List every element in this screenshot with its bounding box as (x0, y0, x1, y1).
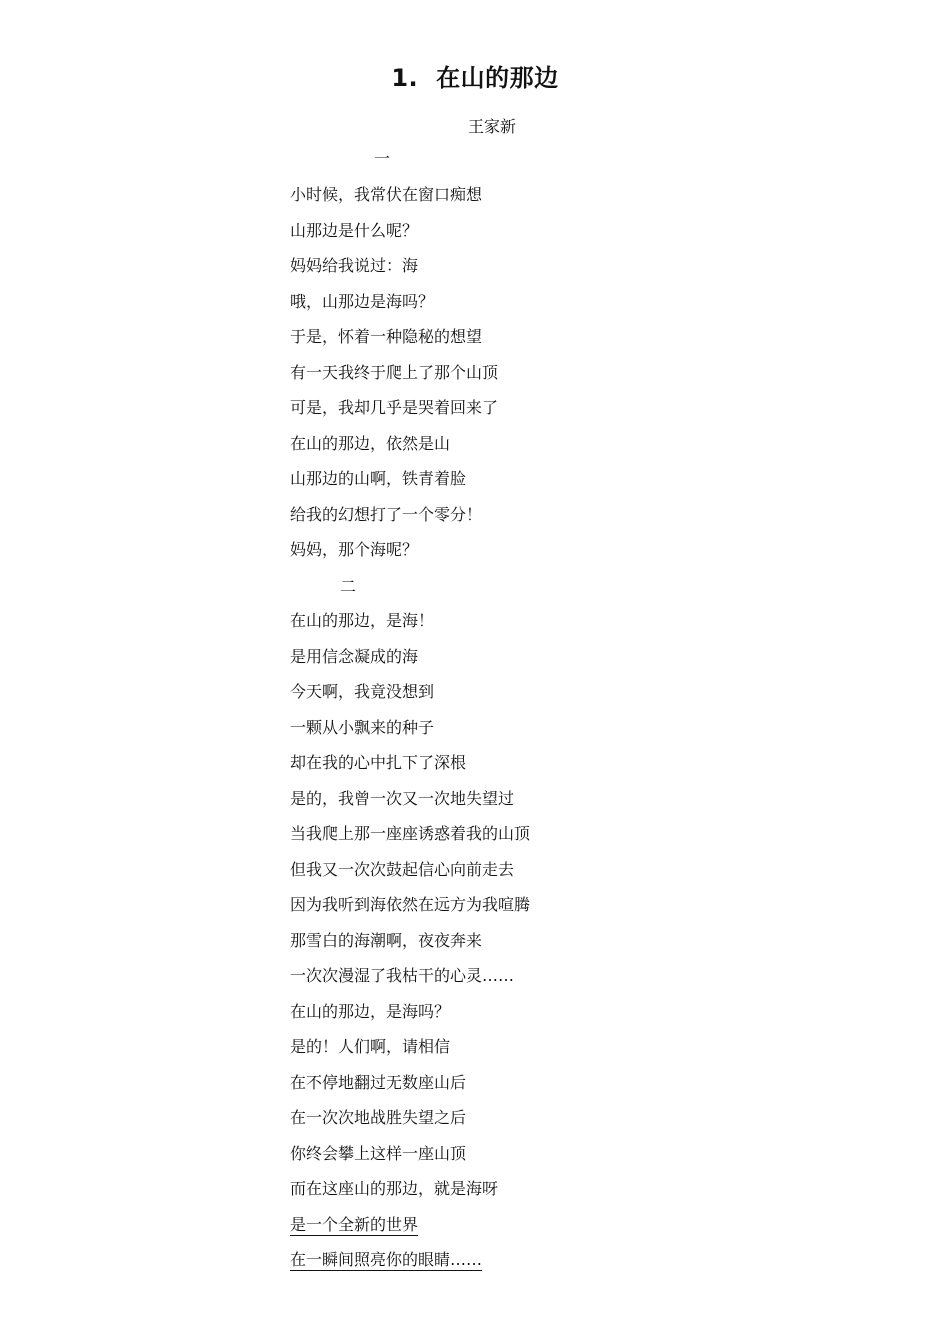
poem-line: 一颗从小飘来的种子 (290, 717, 435, 737)
poem-line: 是的，我曾一次又一次地失望过 (290, 788, 515, 808)
poem-author: 王家新 (468, 117, 517, 136)
poem-line: 你终会攀上这样一座山顶 (290, 1143, 467, 1163)
poem-title-text: 在山的那边 (436, 64, 559, 92)
poem-line: 当我爬上那一座座诱惑着我的山顶 (290, 824, 531, 843)
poem-line: 山那边是什么呢？ (290, 220, 419, 240)
poem-part-one (290, 177, 498, 568)
poem-line: 妈妈给我说过：海 (290, 256, 419, 275)
poem-line-underlined: 是一个全新的世界 (290, 1214, 419, 1234)
poem-line: 但我又一次次鼓起信心向前走去 (290, 859, 515, 879)
poem-line: 却在我的心中扎下了深根 (290, 753, 467, 772)
poem-line: 因为我听到海依然在远方为我喧腾 (290, 895, 531, 914)
poem-line: 在山的那边，是海吗？ (290, 1001, 451, 1021)
poem-line: 在山的那边，依然是山 (290, 433, 451, 453)
poem-line: 小时候，我常伏在窗口痴想 (290, 185, 483, 204)
poem-line: 给我的幻想打了一个零分！ (290, 504, 483, 524)
section-marker-two: 二 (340, 577, 357, 596)
poem-part-two (290, 603, 530, 1278)
poem-line: 在不停地翻过无数座山后 (290, 1072, 467, 1092)
poem-line: 可是，我却几乎是哭着回来了 (290, 398, 499, 417)
poem-line: 是用信念凝成的海 (290, 646, 419, 666)
poem-line: 在山的那边，是海！ (290, 611, 435, 630)
poem-line: 于是，怀着一种隐秘的想望 (290, 327, 483, 346)
poem-line: 山那边的山啊，铁青着脸 (290, 469, 467, 488)
poem-number: 1. (391, 64, 419, 92)
poem-line: 一次次漫湿了我枯干的心灵…… (290, 966, 515, 985)
section-marker-one: 一 (374, 149, 391, 168)
poem-line: 有一天我终于爬上了那个山顶 (290, 362, 499, 382)
poem-line: 妈妈，那个海呢？ (290, 540, 419, 559)
poem-line: 是的！人们啊，请相信 (290, 1037, 451, 1056)
poem-line: 那雪白的海潮啊，夜夜奔来 (290, 930, 483, 950)
poem-line: 而在这座山的那边，就是海呀 (290, 1179, 499, 1198)
poem-line: 今天啊，我竟没想到 (290, 682, 435, 701)
poem-title (0, 58, 950, 93)
poem-line: 哦，山那边是海吗？ (290, 291, 435, 311)
poem-line: 在一次次地战胜失望之后 (290, 1108, 467, 1127)
poem-line-underlined: 在一瞬间照亮你的眼睛…… (290, 1250, 483, 1269)
